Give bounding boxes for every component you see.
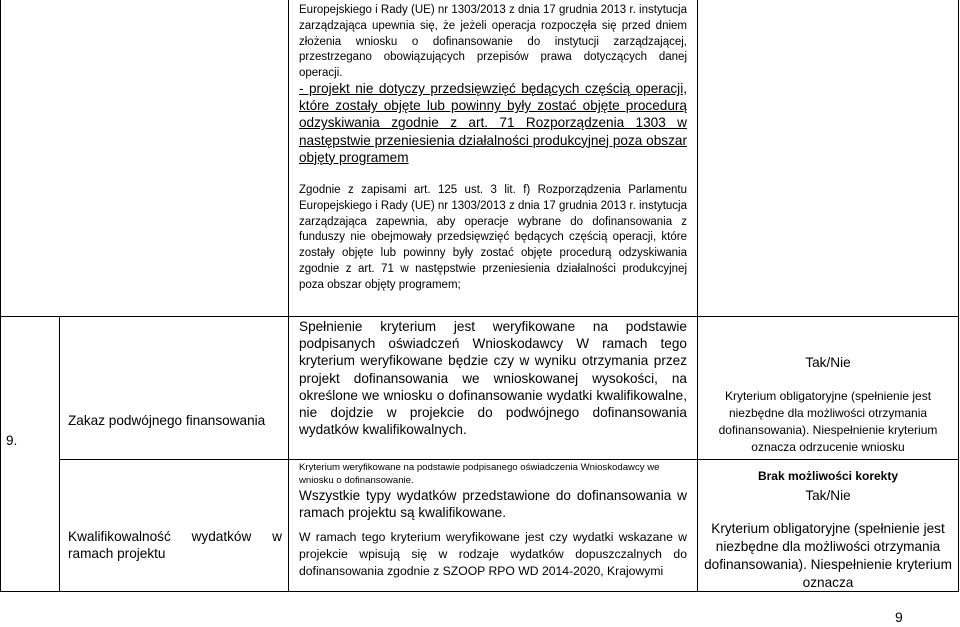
row10-name-cell	[68, 528, 282, 562]
page-number-cell	[895, 609, 925, 626]
row9-description-main: Spełnienie kryterium jest weryfikowane na podstawie podpisanych oświadczeń Wnioskodawcy W ramach tego kryterium weryfikowane będzie czy w wyniku otrzymania przez projekt dofinansowania we wnioskowanej wysokości, na określone we wniosku o dofinansowanie wydatki kwalifikowalne, nie dojdzie w projekcie do podwójnego dofinansowania wydatków kwalifikowalnych.	[299, 319, 687, 438]
row9-no-correction: Brak możliwości korekty	[757, 469, 899, 483]
row10-assessment-note-cell	[703, 520, 953, 592]
row9-number-cell	[6, 432, 54, 449]
row10-criterion-name: Kwalifikowalność wydatków w ramach projektu	[68, 529, 282, 562]
table-border-row9-top	[0, 316, 959, 317]
page-number: 9	[895, 609, 903, 625]
top-paragraph-1: Europejskiego i Rady (UE) nr 1303/2013 z dnia 17 grudnia 2013 r. instytucja zarządzająca upewnia się, że jeżeli operacja rozpoczęła się przed dniem złożenia wniosku o dofinansowanie do instytucji zarządzającej, przestrzegano obowiązujących przepisów prawa dotyczących danej operacji.	[299, 4, 687, 80]
top-description-cell	[299, 3, 687, 82]
top-description-cell-3	[299, 183, 687, 294]
row9-assessment-note: Kryterium obligatoryjne (spełnienie jest niezbędne dla możliwości otrzymania dofinansowania). Niespełnienie kryterium oznacza odrzucenie wniosku	[718, 389, 938, 454]
row10-assessment-cell	[703, 487, 953, 504]
row10-description-p1: Wszystkie typy wydatków przedstawione do dofinansowania w ramach projektu są kwalifikowane.	[299, 488, 687, 521]
top-description-cell-2	[299, 80, 687, 166]
table-border-col2	[288, 0, 289, 591]
row9-description-cell	[299, 318, 687, 438]
row9-assessment-note-cell	[703, 388, 953, 456]
row9-assessment-label: Tak/Nie	[805, 355, 851, 370]
row10-assessment-note: Kryterium obligatoryjne (spełnienie jest niezbędne dla możliwości otrzymania dofinansowania). Niespełnienie kryterium oznacza	[704, 521, 952, 590]
row9-no-correction-cell	[703, 469, 953, 485]
row9-criterion-name: Zakaz podwójnego finansowania	[68, 413, 266, 428]
row9-assessment-cell	[703, 354, 953, 371]
top-paragraph-2: - projekt nie dotyczy przedsięwzięć będących częścią operacji, które zostały objęte lub powinny były zostać objęte procedurą odzyskiwania zgodnie z art. 71 Rozporządzenia 1303 w następstwie przeniesienia działalności produkcyjnej poza obszar objęty programem	[299, 81, 687, 165]
row9-description-note: Kryterium weryfikowane na podstawie podpisanego oświadczenia Wnioskodawcy we wniosku o dofinansowanie.	[299, 462, 660, 486]
top-paragraph-3: Zgodnie z zapisami art. 125 ust. 3 lit. f) Rozporządzenia Parlamentu Europejskiego i Rady (UE) nr 1303/2013 z dnia 17 grudnia 2013 r. instytucja zarządzająca zapewnia, aby operacje wybrane do dofinansowania z funduszy nie obejmowały przedsięwzięć będących częścią operacji, które zostały objęte lub powinny były zostać objęte procedurą odzyskiwania zgodnie z art. 71 w następstwie przeniesienia działalności produkcyjnej poza obszar objęty programem;	[299, 184, 687, 291]
table-border-left	[0, 0, 1, 591]
row10-description-cell	[299, 487, 687, 580]
row9-name-cell	[68, 412, 282, 429]
table-border-row10-top	[59, 459, 959, 460]
row9-description-note-cell	[299, 461, 687, 487]
table-border-col3	[697, 0, 698, 591]
row9-number: 9.	[6, 433, 18, 448]
table-border-right	[958, 0, 959, 591]
row10-description-p2: W ramach tego kryterium weryfikowane jest czy wydatki wskazane w projekcie wpisują się w rodzaje wydatków dopuszczalnych do dofinansowania zgodnie z SZOOP RPO WD 2014-2020, Krajowymi	[299, 530, 687, 579]
row10-assessment-label: Tak/Nie	[805, 488, 851, 503]
table-border-col1	[59, 316, 60, 591]
